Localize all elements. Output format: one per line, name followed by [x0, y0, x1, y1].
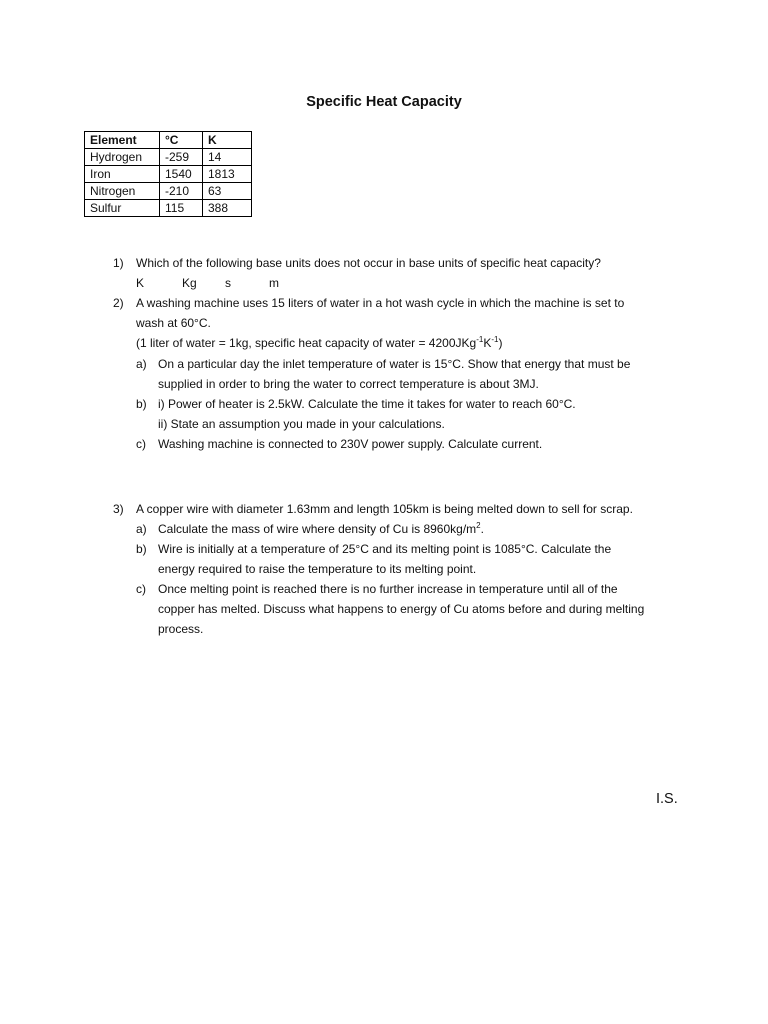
note-superscript: -1: [491, 335, 499, 344]
option-m: m: [269, 276, 279, 290]
question-3b-text-line: energy required to raise the temperature to its melting point.: [158, 562, 477, 576]
question-3-text: A copper wire with diameter 1.63mm and length 105km is being melted down to sell for scrap.: [136, 502, 633, 516]
question-3a-text-part: Calculate the mass of wire where density of Cu is 8960kg/m: [158, 522, 477, 536]
question-3c-text-line: Once melting point is reached there is no further increase in temperature until all of the: [158, 582, 618, 596]
table-header-cell: °C: [160, 132, 203, 149]
table-cell: 115: [160, 200, 203, 217]
table-cell: Hydrogen: [85, 149, 160, 166]
table-cell: Sulfur: [85, 200, 160, 217]
table-header-cell: Element: [85, 132, 160, 149]
note-text: K: [483, 336, 492, 350]
question-3a-text-part: .: [480, 522, 484, 536]
table-cell: 1540: [160, 166, 203, 183]
question-2-text-line: A washing machine uses 15 liters of water in a hot wash cycle in which the machine is set to: [136, 296, 625, 310]
question-3c-text-line: copper has melted. Discuss what happens to energy of Cu atoms before and during melting: [158, 602, 645, 616]
question-3c-text-line: process.: [158, 622, 204, 636]
table-cell: -210: [160, 183, 203, 200]
table-cell: Nitrogen: [85, 183, 160, 200]
question-2c-text-line: Washing machine is connected to 230V power supply. Calculate current.: [158, 437, 543, 451]
question-2c-label: c): [136, 437, 146, 451]
question-3a-label: a): [136, 522, 147, 536]
table-cell: -259: [160, 149, 203, 166]
author-initials: I.S.: [656, 791, 678, 807]
note-text: ): [498, 336, 503, 350]
question-1-options: [136, 276, 279, 290]
table-row: [85, 166, 252, 183]
element-temperature-table: [84, 131, 252, 217]
table-row: [85, 200, 252, 217]
question-2b-text-line: i) Power of heater is 2.5kW. Calculate the time it takes for water to reach 60°C.: [158, 397, 576, 411]
question-1-text: Which of the following base units does not occur in base units of specific heat capacity?: [136, 256, 601, 270]
option-k: K: [136, 276, 145, 290]
question-3b-label: b): [136, 542, 147, 556]
question-2a-text-line: supplied in order to bring the water to correct temperature is about 3MJ.: [158, 377, 539, 391]
question-3a-text: [158, 522, 484, 536]
question-2a-text-line: On a particular day the inlet temperature of water is 15°C. Show that energy that must be: [158, 357, 631, 371]
table-row: [85, 149, 252, 166]
question-2-number: 2): [113, 296, 124, 310]
table-cell: 63: [203, 183, 252, 200]
question-3c-label: c): [136, 582, 146, 596]
table-cell: 14: [203, 149, 252, 166]
note-text: (1 liter of water = 1kg, specific heat capacity of water = 4200JKg: [136, 336, 477, 350]
question-2b-label: b): [136, 397, 147, 411]
table-header-cell: K: [203, 132, 252, 149]
note-superscript: -1: [476, 335, 484, 344]
table-row: [85, 183, 252, 200]
table-cell: 1813: [203, 166, 252, 183]
question-1-number: 1): [113, 256, 124, 270]
question-2-note: [136, 336, 502, 350]
table-cell: Iron: [85, 166, 160, 183]
question-2a-label: a): [136, 357, 147, 371]
page-title: Specific Heat Capacity: [306, 94, 462, 110]
question-3-number: 3): [113, 502, 124, 516]
table-header-row: [85, 132, 252, 149]
option-s: s: [225, 276, 231, 290]
question-3b-text-line: Wire is initially at a temperature of 25°C and its melting point is 1085°C. Calculate the: [158, 542, 612, 556]
option-kg: Kg: [182, 276, 197, 290]
table-cell: 388: [203, 200, 252, 217]
question-2b-text-line: ii) State an assumption you made in your calculations.: [158, 417, 445, 431]
question-2-text-line: wash at 60°C.: [136, 316, 211, 330]
question-3a-superscript: 2: [476, 521, 481, 530]
